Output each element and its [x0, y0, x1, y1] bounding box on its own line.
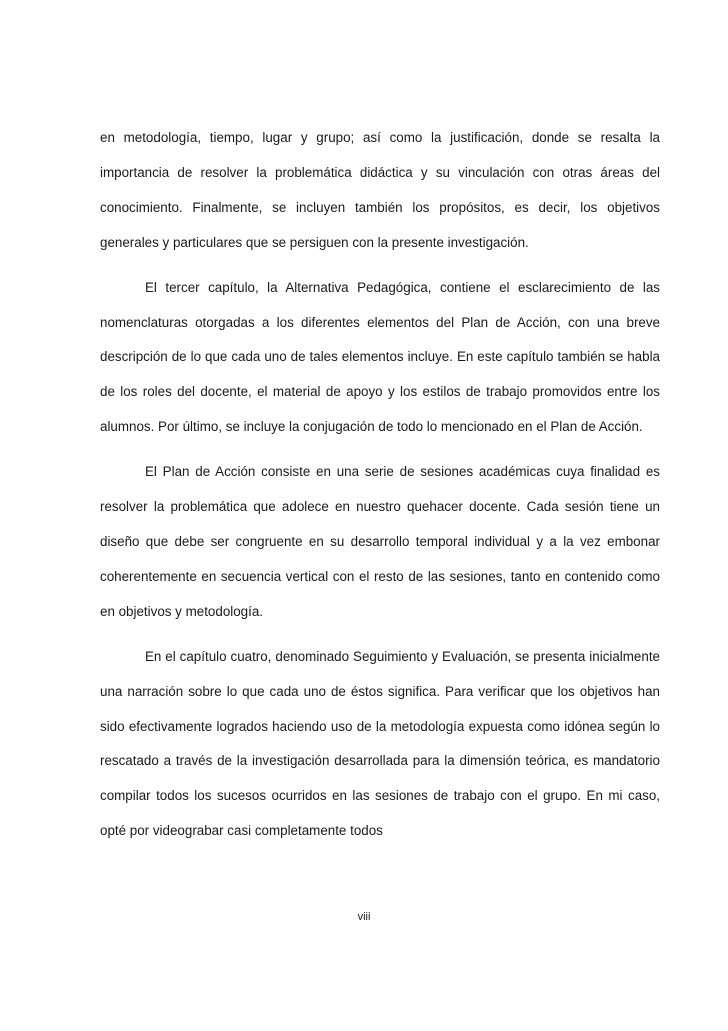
body-text: [100, 121, 660, 849]
paragraph-tercer-capitulo: El tercer capítulo, la Alternativa Pedagógica, contiene el esclarecimiento de las nomenclaturas otorgadas a los diferentes elementos del Plan de Acción, con una breve descripción de lo que cada uno de tales elementos incluye. En este capítulo también se habla de los roles del docente, el material de apoyo y los estilos de trabajo promovidos entre los alumnos. Por último, se incluye la conjugación de todo lo mencionado en el Plan de Acción.: [100, 279, 660, 435]
paragraph-capitulo-cuatro: En el capítulo cuatro, denominado Seguimiento y Evaluación, se presenta inicialmente una narración sobre lo que cada uno de éstos significa. Para verificar que los objetivos han sido efectivamente logrados haciendo uso de la metodología expuesta como idónea según lo rescatado a través de la investigación desarrollada para la dimensión teórica, es mandatorio compilar todos los sucesos ocurridos en las sesiones de trabajo con el grupo. En mi caso, opté por videograbar casi completamente todos: [100, 648, 660, 839]
paragraph-continuation: en metodología, tiempo, lugar y grupo; así como la justificación, donde se resalta la importancia de resolver la problemática didáctica y su vinculación con otras áreas del conocimiento. Finalmente, se incluyen también los propósitos, es decir, los objetivos generales y particulares que se persiguen con la presente investigación.: [100, 130, 660, 250]
page-number: viii: [357, 911, 371, 923]
paragraph-plan-de-accion: El Plan de Acción consiste en una serie de sesiones académicas cuya finalidad es resolver la problemática que adolece en nuestro quehacer docente. Cada sesión tiene un diseño que debe ser congruente en su desarrollo temporal individual y a la vez embonar coherentemente en secuencia vertical con el resto de las sesiones, tanto en contenido como en objetivos y metodología.: [100, 464, 660, 619]
